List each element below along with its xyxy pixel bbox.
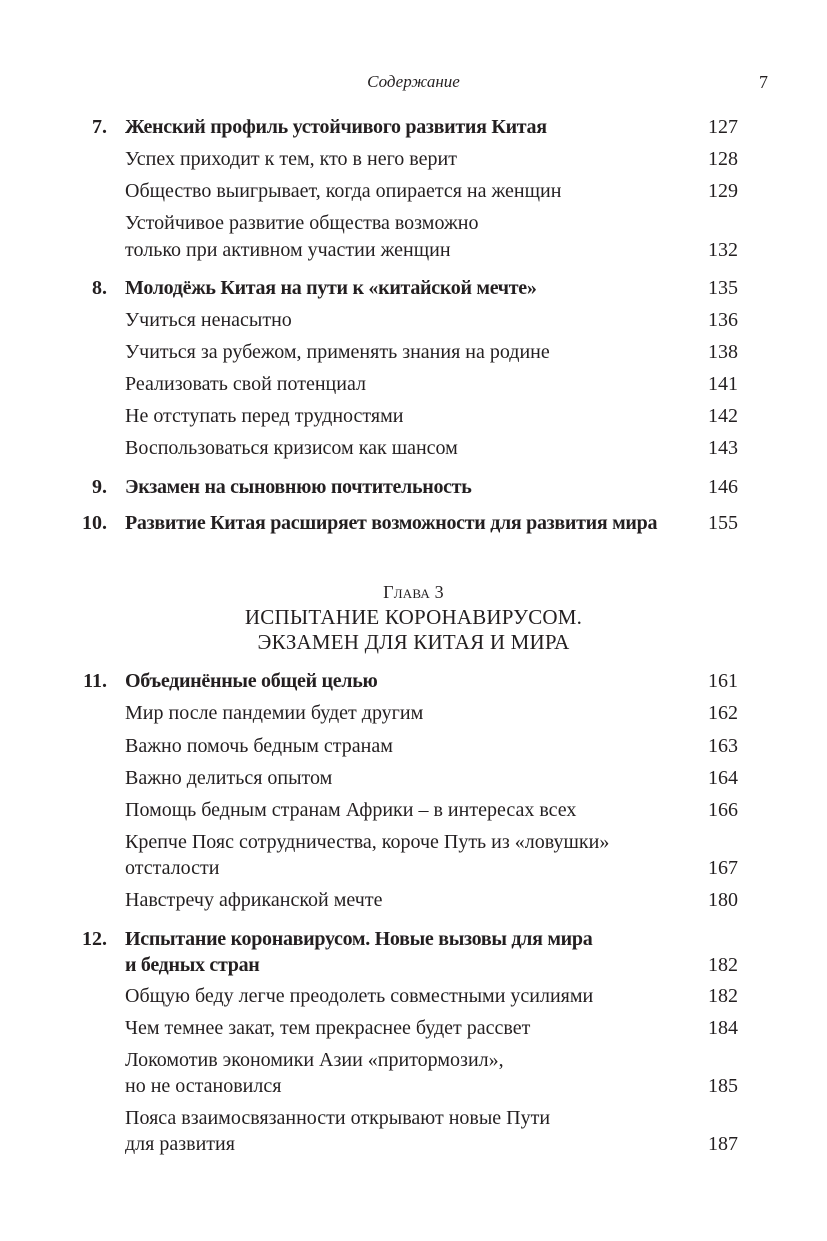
- subsection-title-line[interactable]: отсталости: [125, 857, 220, 879]
- entry-page-number: 141: [708, 373, 738, 395]
- subsection-title-line[interactable]: Общество выигрывает, когда опирается на женщин: [125, 180, 562, 202]
- subsection-title-line[interactable]: Мир после пандемии будет другим: [125, 702, 424, 724]
- subsection-title-line[interactable]: Чем темнее закат, тем прекраснее будет рассвет: [125, 1017, 531, 1039]
- entry-page-number: 162: [708, 702, 738, 724]
- subsection-title-line[interactable]: для развития: [125, 1133, 235, 1155]
- entry-page-number: 167: [708, 857, 738, 879]
- entry-number: 7.: [92, 116, 107, 138]
- running-header-title: Содержание: [367, 72, 460, 91]
- entry-page-number: 136: [708, 309, 738, 331]
- section-title-line[interactable]: Женский профиль устойчивого развития Китая: [125, 116, 547, 138]
- entry-page-number: 163: [708, 735, 738, 757]
- entry-number: 9.: [92, 476, 107, 498]
- entry-number: 11.: [83, 670, 107, 692]
- page-number: 7: [759, 72, 768, 92]
- entry-page-number: 132: [708, 239, 738, 261]
- entry-page-number: 180: [708, 889, 738, 911]
- subsection-title-line[interactable]: Учиться за рубежом, применять знания на родине: [125, 341, 550, 363]
- section-title-line[interactable]: Молодёжь Китая на пути к «китайской мечте»: [125, 277, 537, 299]
- entry-page-number: 187: [708, 1133, 738, 1155]
- entry-number: 12.: [82, 928, 107, 950]
- entry-page-number: 129: [708, 180, 738, 202]
- subsection-title-line[interactable]: Воспользоваться кризисом как шансом: [125, 437, 458, 459]
- entry-number: 10.: [82, 512, 107, 534]
- entry-page-number: 185: [708, 1075, 738, 1097]
- subsection-title-line[interactable]: Учиться ненасытно: [125, 309, 292, 331]
- entry-page-number: 166: [708, 799, 738, 821]
- entry-page-number: 127: [708, 116, 738, 138]
- entry-page-number: 138: [708, 341, 738, 363]
- entry-page-number: 143: [708, 437, 738, 459]
- subsection-title-line[interactable]: Помощь бедным странам Африки – в интересах всех: [125, 799, 577, 821]
- section-title-line[interactable]: Объединённые общей целью: [125, 670, 378, 692]
- subsection-title-line[interactable]: Не отступать перед трудностями: [125, 405, 404, 427]
- subsection-title-line[interactable]: Реализовать свой потенциал: [125, 373, 366, 395]
- section-title-line[interactable]: и бедных стран: [125, 954, 260, 976]
- entry-page-number: 161: [708, 670, 738, 692]
- subsection-title-line[interactable]: Общую беду легче преодолеть совместными усилиями: [125, 985, 594, 1007]
- chapter-label: Глава 3: [383, 582, 444, 602]
- section-title-line[interactable]: Испытание коронавирусом. Новые вызовы для мира: [125, 928, 593, 950]
- entry-page-number: 164: [708, 767, 738, 789]
- entry-page-number: 135: [708, 277, 738, 299]
- subsection-title-line[interactable]: Локомотив экономики Азии «притормозил»,: [125, 1049, 504, 1071]
- entry-page-number: 128: [708, 148, 738, 170]
- section-title-line[interactable]: Развитие Китая расширяет возможности для развития мира: [125, 512, 658, 534]
- entry-page-number: 155: [708, 512, 738, 534]
- subsection-title-line[interactable]: Устойчивое развитие общества возможно: [125, 212, 479, 234]
- entry-page-number: 184: [708, 1017, 738, 1039]
- subsection-title-line[interactable]: Важно помочь бедным странам: [125, 735, 393, 757]
- subsection-title-line[interactable]: Важно делиться опытом: [125, 767, 333, 789]
- subsection-title-line[interactable]: Успех приходит к тем, кто в него верит: [125, 148, 457, 170]
- entry-number: 8.: [92, 277, 107, 299]
- subsection-title-line[interactable]: Крепче Пояс сотрудничества, короче Путь из «ловушки»: [125, 831, 610, 853]
- entry-page-number: 182: [708, 954, 738, 976]
- entry-page-number: 146: [708, 476, 738, 498]
- chapter-title-line: ИСПЫТАНИЕ КОРОНАВИРУСОМ.: [244, 605, 583, 629]
- subsection-title-line[interactable]: но не остановился: [125, 1075, 282, 1097]
- subsection-title-line[interactable]: только при активном участии женщин: [125, 239, 451, 261]
- entry-page-number: 182: [708, 985, 738, 1007]
- subsection-title-line[interactable]: Навстречу африканской мечте: [125, 889, 383, 911]
- section-title-line[interactable]: Экзамен на сыновнюю почтительность: [125, 476, 472, 498]
- chapter-title-line: ЭКЗАМЕН ДЛЯ КИТАЯ И МИРА: [257, 630, 570, 654]
- entry-page-number: 142: [708, 405, 738, 427]
- subsection-title-line[interactable]: Пояса взаимосвязанности открывают новые Пути: [125, 1107, 551, 1129]
